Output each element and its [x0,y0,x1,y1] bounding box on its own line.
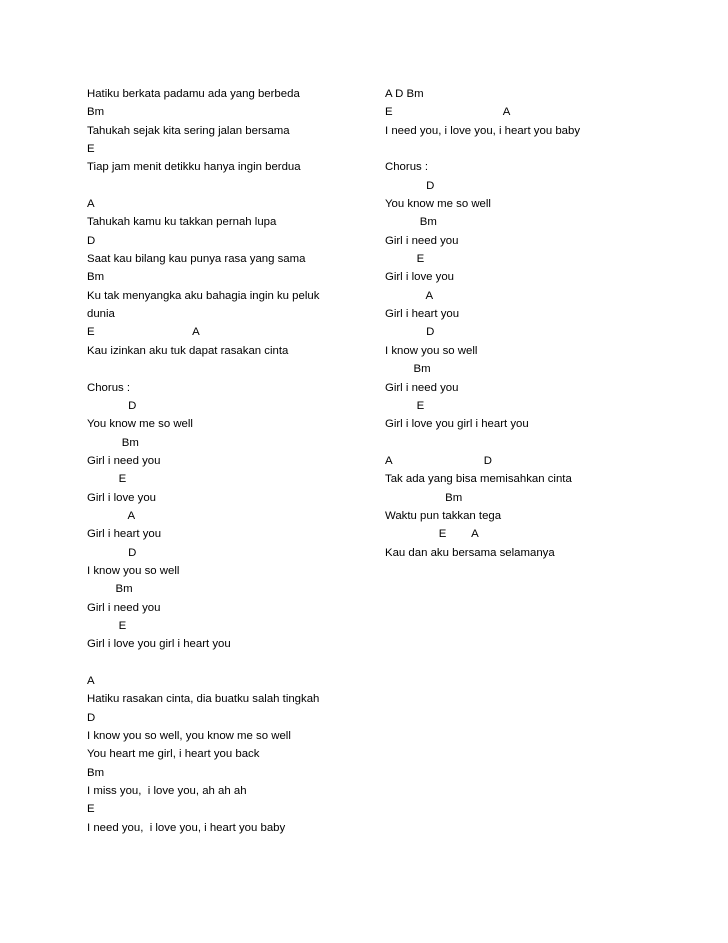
lyric-line: I need you, i love you, i heart you baby [385,124,581,137]
chord-line: E A [385,106,511,119]
chord-line: E [385,399,425,412]
lyric-line: Girl i need you [87,601,161,614]
lyric-line: You know me so well [385,198,491,211]
lyric-line: Girl i love you [87,491,157,504]
lyric-line: Tahukah sejak kita sering jalan bersama [87,124,290,137]
chord-line: D [87,546,137,559]
chord-line: D [385,326,435,339]
lyric-line: I need you, i love you, i heart you baby [87,821,286,834]
chord-line: E [87,619,127,632]
left-column [87,85,357,837]
right-column [385,85,705,562]
chord-line: D [87,234,96,247]
chord-line: A [87,509,136,522]
lyric-line: Chorus : [87,381,131,394]
lyric-line: Tiap jam menit detikku hanya ingin berdua [87,161,301,174]
lyric-line: Tahukah kamu ku takkan pernah lupa [87,216,277,229]
lyric-line: Hatiku rasakan cinta, dia buatku salah tingkah [87,693,320,706]
lyric-line: Waktu pun takkan tega [385,509,502,522]
chord-line: Bm [87,766,105,779]
chord-line: E A [87,326,200,339]
lyric-line: Tak ada yang bisa memisahkan cinta [385,473,572,486]
chord-line: Bm [385,363,431,376]
chord-line: E [87,473,127,486]
blank-line [87,360,357,378]
lyric-line: Chorus : [385,161,429,174]
lyric-line: Kau izinkan aku tuk dapat rasakan cinta [87,344,289,357]
blank-line [385,140,705,158]
lyric-line: dunia [87,308,115,321]
blank-line [87,654,357,672]
chord-line: A [87,198,95,211]
lyric-line: Girl i heart you [87,528,162,541]
lyric-line: I miss you, i love you, ah ah ah [87,785,247,798]
chord-line: D [87,711,96,724]
chord-line: Bm [87,436,139,449]
lyric-line: I know you so well, you know me so well [87,730,291,743]
lyric-line: Girl i need you [87,454,161,467]
chord-line: Bm [385,491,463,504]
chord-line: A D [385,454,492,467]
lyric-line: You know me so well [87,418,193,431]
lyric-line: Girl i need you [385,381,459,394]
lyric-line: Kau dan aku bersama selamanya [385,546,555,559]
chord-line: E [87,803,95,816]
chord-line: A [87,675,95,687]
chord-line: A D Bm [385,88,424,100]
blank-line [87,177,357,195]
chord-line: Bm [87,583,133,596]
lyric-line: I know you so well [385,344,478,357]
lyric-line: Hatiku berkata padamu ada yang berbeda [87,88,300,100]
chord-line: E [385,253,425,266]
lyric-line: Ku tak menyangka aku bahagia ingin ku peluk [87,289,320,302]
chord-line: Bm [87,106,105,119]
chord-line: A [385,289,434,302]
chord-line: Bm [385,216,437,229]
lyric-line: Saat kau bilang kau punya rasa yang sama [87,253,306,266]
lyric-line: Girl i love you girl i heart you [87,638,231,651]
chord-line: E A [385,528,479,541]
lyric-line: Girl i love you [385,271,455,284]
lyric-line: Girl i love you girl i heart you [385,418,529,431]
blank-line [385,434,705,452]
lyric-line: You heart me girl, i heart you back [87,748,260,761]
chord-line: D [87,399,137,412]
lyric-line: Girl i need you [385,234,459,247]
lyric-line: I know you so well [87,564,180,577]
lyric-line: Girl i heart you [385,308,460,321]
chord-line: E [87,143,95,156]
chord-line: Bm [87,271,105,284]
chord-line: D [385,179,435,192]
